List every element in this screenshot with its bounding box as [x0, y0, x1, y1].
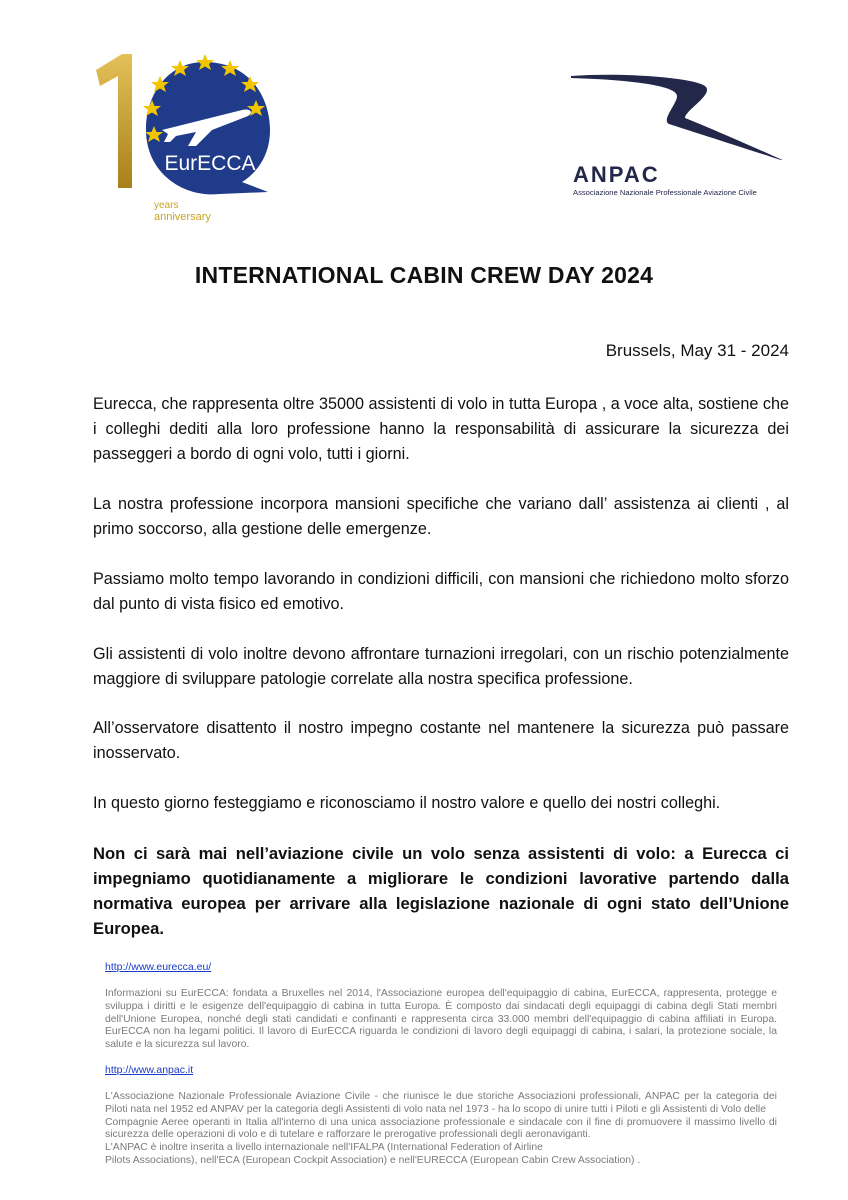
eurecca-logo [92, 48, 282, 228]
anpac-logo [565, 70, 795, 200]
paragraph-6: In questo giorno festeggiamo e riconosciamo il nostro valore e quello dei nostri colleghi. [93, 794, 721, 812]
eurecca-website-link[interactable]: http://www.eurecca.eu/ [105, 961, 212, 973]
eurecca-logo-years: years [154, 200, 179, 211]
anpac-info-line-4: Pilots Associations), nell'ECA (European Cockpit Association) e nell'EURECCA (European Cabin Crew Association) . [105, 1154, 641, 1166]
eurecca-emblem-icon [92, 48, 282, 228]
eurecca-info: Informazioni su EurECCA: fondata a Bruxelles nel 2014, l'Associazione europea dell'equipaggio di cabina, EurECCA, rappresenta, protegge e sviluppa i diritti e le esigenze dell'equipaggio di cabina in tutta Europa. È composto dai sindacati degli equipaggi di cabina degli Stati membri dell'Unione Europea, nonché degli stati candidati e confinanti e rappresenta circa 33.000 membri dell'equipaggio di cabina affiliati in Europa. EurECCA non ha legami politici. Il lavoro di EurECCA riguarda le condizioni di lavoro degli equipaggi di cabina, i salari, la protezione sociale, la salute e la sicurezza sul lavoro. [105, 988, 777, 1051]
anpac-info-line-3: L'ANPAC è inoltre inserita a livello internazionale nell'IFALPA (International Federation of Airline [105, 1142, 543, 1154]
eurecca-logo-text: EurECCA [164, 152, 256, 175]
anpac-website-link[interactable]: http://www.anpac.it [105, 1064, 194, 1076]
anpac-logo-subtitle: Associazione Nazionale Professionale Aviazione Civile [573, 188, 757, 197]
document-title: INTERNATIONAL CABIN CREW DAY 2024 [194, 262, 654, 288]
anpac-info [105, 1091, 777, 1168]
anpac-logo-word: ANPAC [573, 162, 660, 187]
paragraph-1: Eurecca, che rappresenta oltre 35000 assistenti di volo in tutta Europa , a voce alta, sostiene che i colleghi dediti alla loro professione hanno la responsabilità di assicurare la sicurezza dei passeggeri a bordo di ogni volo, tutti i giorni. [93, 395, 789, 463]
anpac-info-line-1: L'Associazione Nazionale Professionale Aviazione Civile - che riunisce le due storiche Associazioni professionali, ANPAC per la categoria dei Piloti nata nel 1952 ed ANPAV per la categoria degli Assistenti di volo nata nel 1973 - ha lo scopo di unire tutti i Piloti e gli Assistenti di Volo delle [105, 1091, 777, 1115]
eurecca-logo-anniversary: anniversary [154, 211, 211, 223]
paragraph-2: La nostra professione incorpora mansioni specifiche che variano dall’ assistenza ai clienti , al primo soccorso, alla gestione delle emergenze. [93, 495, 789, 538]
closing-statement: Non ci sarà mai nell’aviazione civile un volo senza assistenti di volo: a Eurecca ci impegniamo quotidianamente a migliorare le condizioni lavorative partendo dalla normativa europea per arrivare alla legislazione nazionale di ogni stato dell’Unione Europea. [93, 844, 789, 938]
paragraph-4: Gli assistenti di volo inoltre devono affrontare turnazioni irregolari, con un rischio potenzialmente maggiore di sviluppare patologie correlate alla nostra specifica professione. [93, 645, 789, 688]
dateline: Brussels, May 31 - 2024 [605, 341, 789, 360]
anpac-info-line-2: Compagnie Aeree operanti in Italia all'interno di una unica associazione professionale e sindacale con il fine di promuovere il massimo livello di sicurezza delle operazioni di volo e di tutelare e rafforzare le prerogative professionali degli aeronaviganti. [105, 1116, 777, 1141]
paragraph-5: All’osservatore disattento il nostro impegno costante nel mantenere la sicurezza può passare inosservato. [93, 719, 789, 762]
anpac-swoosh-icon [565, 70, 795, 160]
paragraph-3: Passiamo molto tempo lavorando in condizioni difficili, con mansioni che richiedono molto sforzo dal punto di vista fisico ed emotivo. [93, 570, 789, 613]
